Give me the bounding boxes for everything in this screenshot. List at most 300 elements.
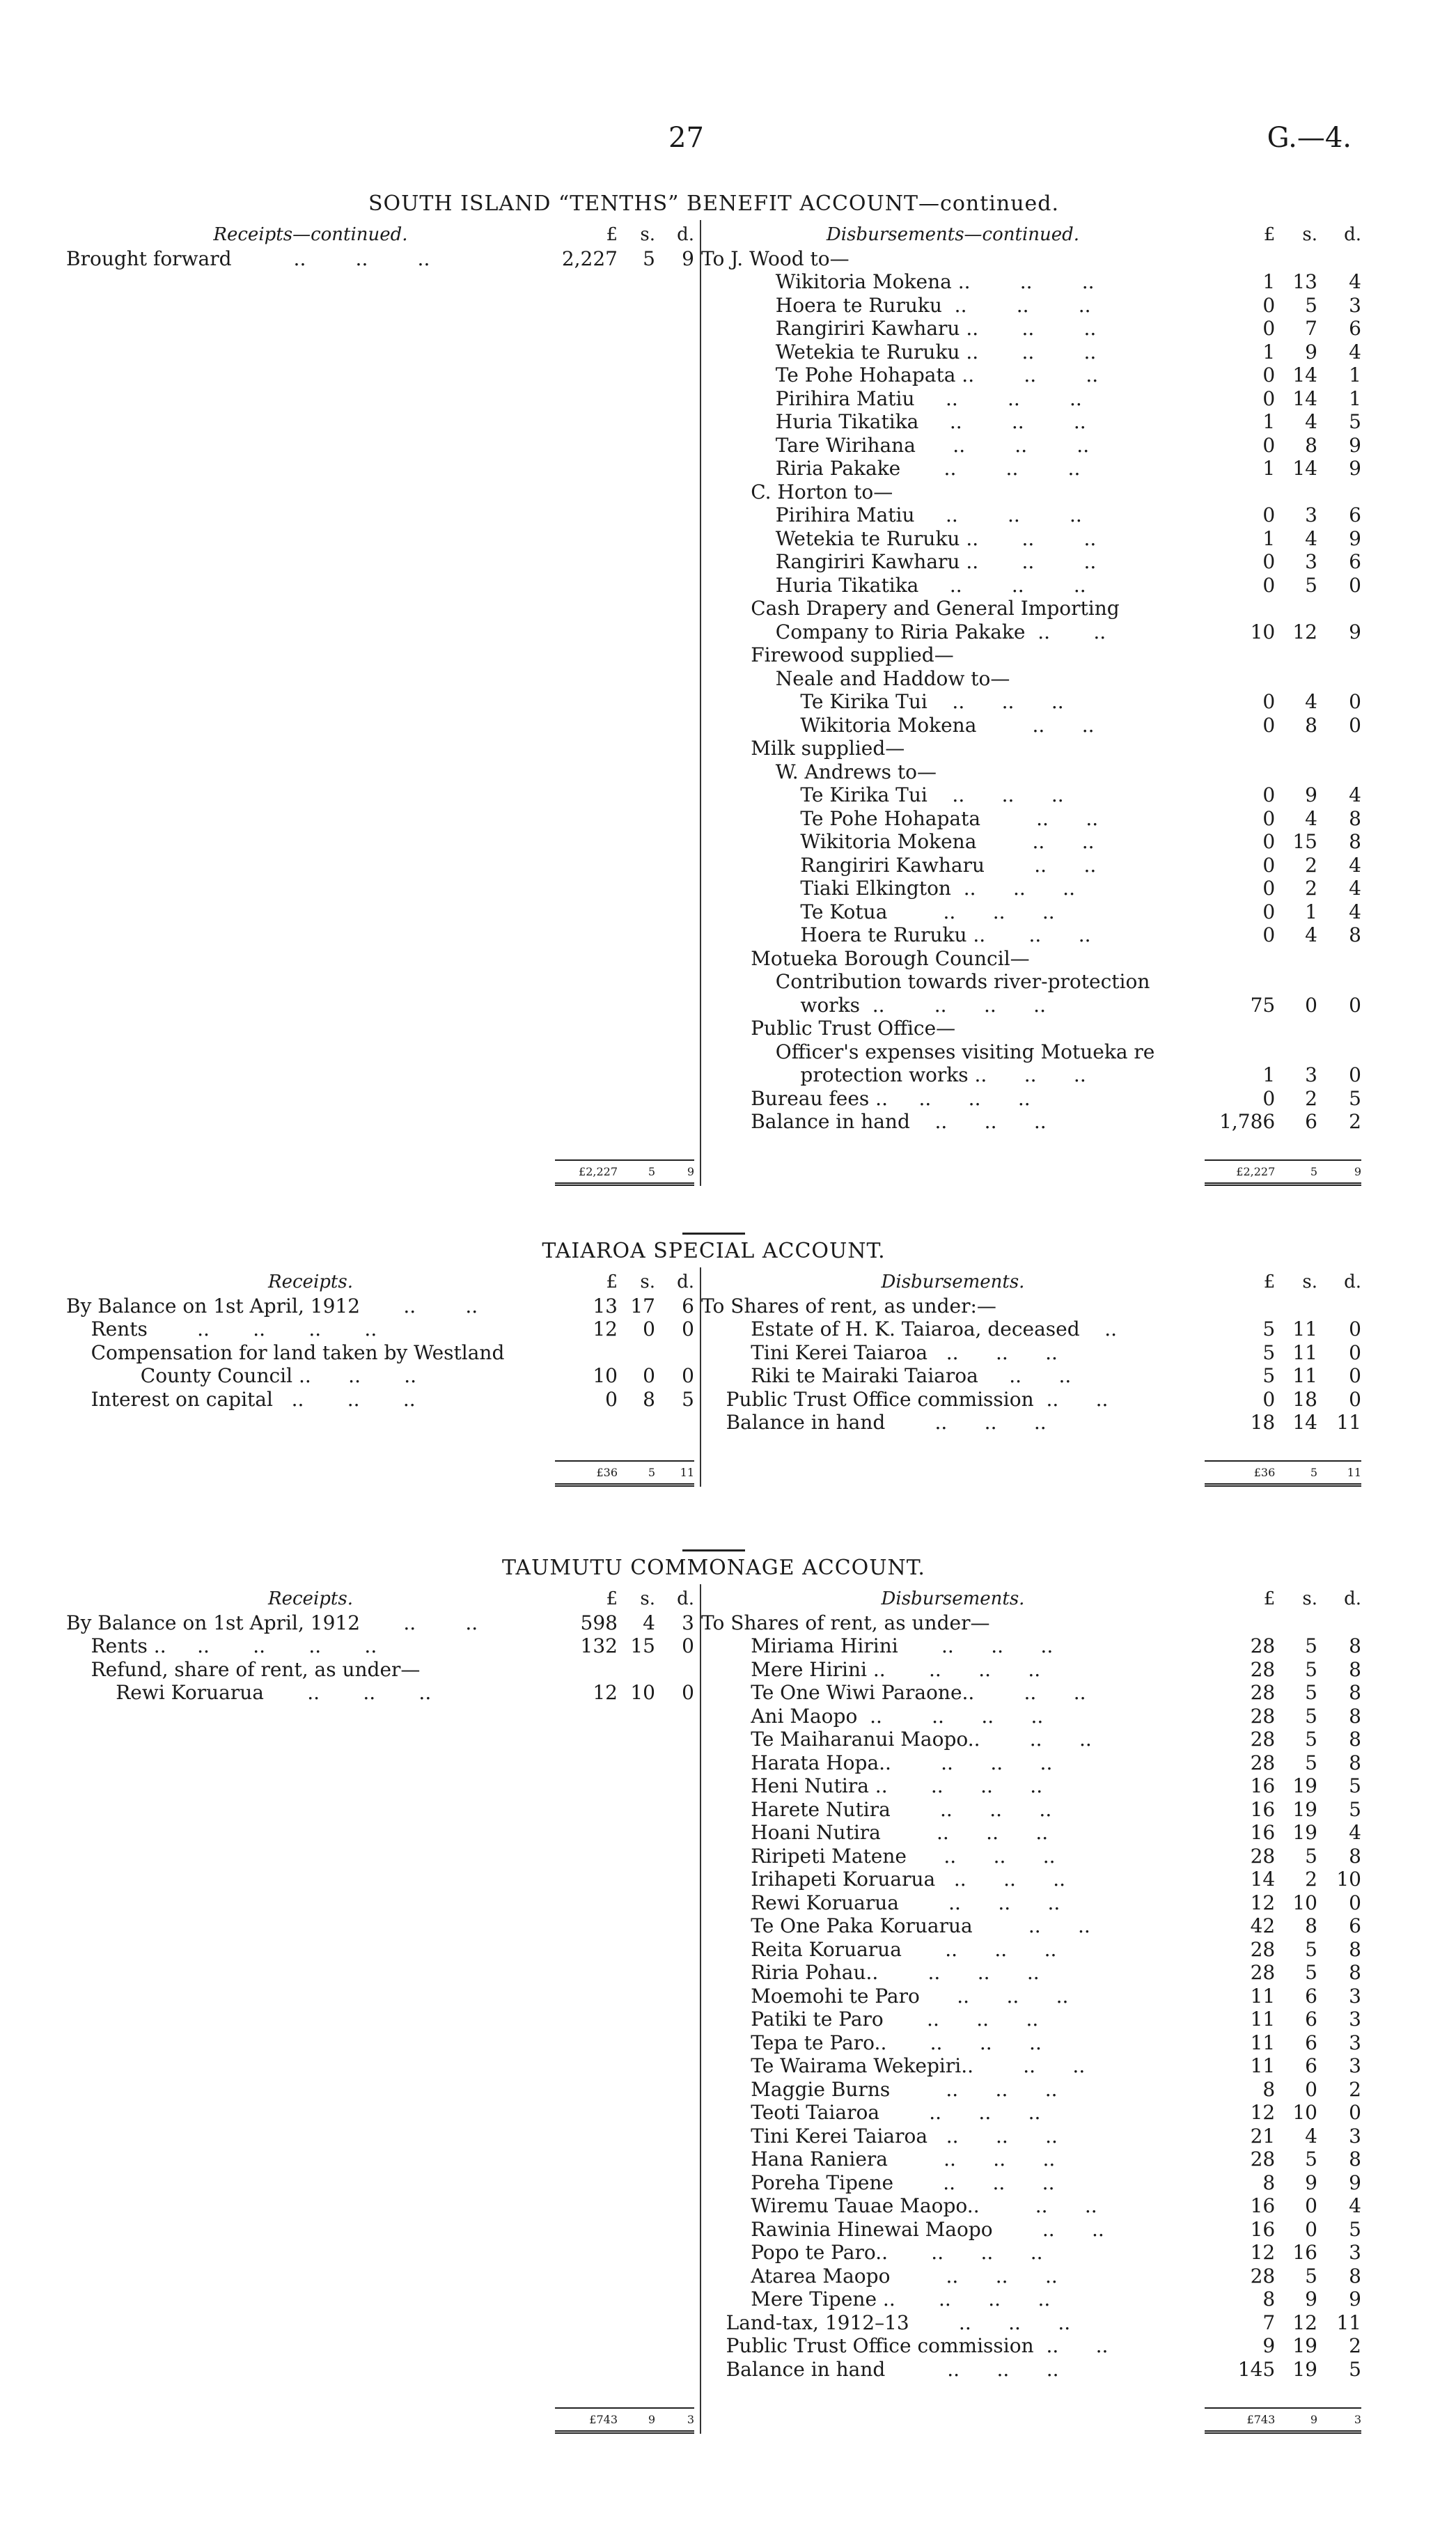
disbursement-amount — [1205, 807, 1361, 830]
disbursement-amount — [1205, 434, 1361, 457]
disbursement-amount — [1205, 900, 1361, 923]
disbursement-shillings: 13 — [1292, 270, 1317, 293]
disbursement-amount — [1205, 2218, 1361, 2241]
disbursement-label: Miriama Hirini .. .. .. — [701, 1634, 1054, 1657]
disbursement-shillings: 4 — [1305, 526, 1317, 550]
disbursement-amount — [1205, 1798, 1361, 1821]
disbursement-label: Officer's expenses visiting Motueka re — [701, 1040, 1155, 1063]
disbursement-amount — [1205, 2101, 1361, 2124]
disbursement-pounds: 5 — [1262, 1340, 1276, 1364]
disbursement-amount — [1205, 1845, 1361, 1868]
disbursement-pounds: 0 — [1262, 433, 1276, 457]
receipt-row — [66, 2264, 700, 2288]
spacer — [66, 1133, 700, 1159]
disbursement-label: Reita Koruarua .. .. .. — [701, 1937, 1057, 1961]
disbursement-pounds: 16 — [1250, 1774, 1276, 1797]
disbursement-pence: 8 — [1349, 1728, 1361, 1751]
disbursement-row — [701, 410, 1361, 434]
disbursement-row — [701, 2101, 1361, 2125]
disbursement-amount — [1205, 1891, 1361, 1914]
receipt-label: Interest on capital .. .. .. — [66, 1387, 416, 1411]
receipts-column — [66, 1584, 701, 2434]
receipt-row — [66, 410, 700, 434]
receipt-label: By Balance on 1st April, 1912 .. .. — [66, 1611, 478, 1634]
disbursement-pence: 0 — [1349, 1891, 1361, 1914]
receipt-row — [66, 1657, 700, 1681]
disbursement-row — [701, 1844, 1361, 1868]
disbursement-pounds: 28 — [1250, 1704, 1276, 1728]
disbursement-pounds: 16 — [1250, 1797, 1276, 1821]
disbursement-pence: 5 — [1349, 410, 1361, 433]
disbursement-row — [701, 503, 1361, 527]
receipt-row — [66, 526, 700, 550]
receipt-pence: 0 — [682, 1634, 694, 1657]
disbursement-amount — [1205, 1751, 1361, 1774]
disbursements-column — [701, 220, 1361, 1186]
disbursement-label: Te One Wiwi Paraone.. .. .. — [701, 1681, 1086, 1704]
receipt-row — [66, 1984, 700, 2008]
disbursement-pounds: 75 — [1250, 993, 1276, 1017]
disbursement-row — [701, 293, 1361, 317]
disbursement-pence: 3 — [1349, 2124, 1361, 2148]
disbursement-pence: 6 — [1349, 550, 1361, 573]
receipt-row — [66, 620, 700, 643]
disbursement-row — [701, 1937, 1361, 1961]
disbursement-amount — [1205, 1411, 1361, 1434]
disbursement-pence: 8 — [1349, 1751, 1361, 1774]
disbursements-total-spacer — [701, 1460, 1205, 1487]
receipts-currency-pence: d. — [677, 1588, 694, 1609]
disbursement-pence: 4 — [1349, 783, 1361, 806]
disbursement-pounds: 28 — [1250, 1961, 1276, 1984]
disbursement-row — [701, 480, 1361, 503]
disbursement-amount — [1205, 503, 1361, 526]
receipts-total-spacer — [66, 2407, 555, 2434]
disbursement-amount — [1205, 1705, 1361, 1728]
disbursement-pounds: 16 — [1250, 1821, 1276, 1844]
disbursement-pounds: 0 — [1262, 713, 1276, 737]
disbursement-row — [701, 1774, 1361, 1798]
disbursement-label: Balance in hand .. .. .. — [701, 2357, 1059, 2381]
disbursement-row — [701, 550, 1361, 574]
page-reference: G.—4. — [1267, 122, 1352, 154]
disbursements-total-spacer — [701, 1159, 1205, 1186]
disbursement-shillings: 11 — [1292, 1318, 1317, 1340]
disbursement-row — [701, 806, 1361, 830]
receipt-row — [66, 1063, 700, 1087]
disbursement-label: Wikitoria Mokena .. .. — [701, 713, 1095, 737]
disbursement-pence: 8 — [1349, 1844, 1361, 1868]
receipts-currency-shillings: s. — [640, 224, 655, 245]
disbursement-pounds: 0 — [1262, 503, 1276, 526]
disbursement-amount — [1205, 2288, 1361, 2311]
receipt-row — [66, 1728, 700, 1751]
receipt-pounds: 13 — [593, 1294, 618, 1318]
receipt-pounds: 598 — [580, 1611, 618, 1634]
disbursement-shillings: 9 — [1305, 2288, 1317, 2311]
receipt-row — [66, 923, 700, 947]
receipt-row — [66, 363, 700, 387]
disbursement-row — [701, 2031, 1361, 2054]
disbursement-row — [701, 970, 1361, 994]
disbursement-row — [701, 737, 1361, 760]
disbursements-total-pence: 3 — [1354, 2412, 1361, 2426]
disbursement-label: Maggie Burns .. .. .. — [701, 2077, 1058, 2101]
disbursement-pounds: 0 — [1262, 806, 1276, 830]
disbursement-pence: 8 — [1349, 1681, 1361, 1704]
receipt-label: Refund, share of rent, as under— — [66, 1657, 421, 1681]
disbursements-heading: Disbursements—continued. — [826, 224, 1080, 245]
receipt-label: Rewi Koruarua .. .. .. — [66, 1681, 432, 1704]
disbursement-pounds: 0 — [1262, 923, 1276, 946]
receipt-row — [66, 1681, 700, 1705]
receipt-row — [66, 433, 700, 457]
disbursement-label: Mere Tipene .. .. .. .. — [701, 2288, 1051, 2311]
disbursements-total-pounds: £2,227 — [1236, 1165, 1276, 1178]
disbursement-amount — [1205, 877, 1361, 900]
disbursement-label: Hoera te Ruruku .. .. .. — [701, 293, 1091, 317]
receipt-shillings: 0 — [643, 1364, 655, 1387]
receipt-row — [66, 503, 700, 527]
receipt-row — [66, 666, 700, 690]
disbursement-shillings: 12 — [1292, 2311, 1317, 2334]
receipt-row — [66, 1634, 700, 1658]
receipt-row — [66, 270, 700, 294]
disbursement-shillings: 5 — [1305, 1634, 1317, 1657]
disbursement-amount — [1205, 1914, 1361, 1937]
disbursement-amount — [1205, 1774, 1361, 1797]
disbursement-pounds: 0 — [1262, 1387, 1276, 1411]
receipt-shillings: 8 — [643, 1387, 655, 1411]
disbursements-column — [701, 1584, 1361, 2434]
disbursement-pounds: 28 — [1250, 2148, 1276, 2171]
disbursement-amount — [1205, 923, 1361, 946]
receipt-row — [66, 1704, 700, 1728]
disbursement-row — [701, 1063, 1361, 1087]
disbursement-shillings: 6 — [1305, 2031, 1317, 2054]
disbursement-label: To Shares of rent, as under— — [701, 1611, 990, 1634]
receipt-row — [66, 597, 700, 620]
disbursement-pounds: 1 — [1262, 410, 1276, 433]
disbursement-shillings: 9 — [1305, 783, 1317, 806]
disbursement-label: Teoti Taiaroa .. .. .. — [701, 2101, 1041, 2124]
disbursement-label: Neale and Haddow to— — [701, 666, 1010, 690]
disbursement-pounds: 0 — [1262, 783, 1276, 806]
disbursement-pence: 0 — [1349, 1318, 1361, 1340]
disbursement-label: Te Wairama Wekepiri.. .. .. — [701, 2054, 1086, 2077]
disbursement-pounds: 0 — [1262, 573, 1276, 597]
receipts-column — [66, 1267, 701, 1487]
disbursement-label: Wetekia te Ruruku .. .. .. — [701, 340, 1097, 363]
disbursements-heading: Disbursements. — [881, 1588, 1025, 1609]
receipt-row — [66, 2288, 700, 2311]
disbursement-amount — [1205, 994, 1361, 1017]
disbursement-pounds: 21 — [1250, 2124, 1276, 2148]
receipt-row — [66, 643, 700, 667]
receipt-row — [66, 2031, 700, 2054]
disbursement-row — [701, 783, 1361, 807]
disbursement-row — [701, 1017, 1361, 1040]
disbursements-total-shillings: 5 — [1310, 1466, 1317, 1479]
disbursement-amount — [1205, 830, 1361, 853]
receipt-label: Rents .. .. .. .. — [66, 1318, 377, 1340]
disbursement-label: Tiaki Elkington .. .. .. — [701, 877, 1075, 900]
disbursement-amount — [1205, 2194, 1361, 2217]
receipt-pence: 5 — [682, 1387, 694, 1411]
disbursement-pounds: 5 — [1262, 1364, 1276, 1387]
disbursements-total-shillings: 9 — [1310, 2412, 1317, 2426]
disbursements-currency-shillings: s. — [1302, 1272, 1317, 1292]
disbursement-row — [701, 713, 1361, 737]
disbursement-amount — [1205, 2125, 1361, 2148]
receipt-row — [66, 550, 700, 574]
disbursements-header — [701, 1584, 1361, 1611]
receipt-label: By Balance on 1st April, 1912 .. .. — [66, 1294, 478, 1318]
disbursement-label: Public Trust Office commission .. .. — [701, 2334, 1109, 2357]
receipts-currency-amount — [555, 1588, 694, 1611]
disbursement-shillings: 2 — [1305, 1086, 1317, 1110]
receipt-pence: 0 — [682, 1364, 694, 1387]
disbursement-shillings: 14 — [1292, 457, 1317, 480]
receipt-row — [66, 2077, 700, 2101]
disbursement-shillings: 14 — [1292, 363, 1317, 386]
disbursement-label: works .. .. .. .. — [701, 993, 1046, 1017]
receipts-total-row — [66, 1460, 700, 1487]
disbursement-label: Balance in hand .. .. .. — [701, 1411, 1047, 1434]
receipt-pence: 9 — [682, 247, 694, 270]
receipt-row — [66, 1040, 700, 1063]
disbursement-shillings: 6 — [1305, 2054, 1317, 2077]
disbursement-pence: 1 — [1349, 386, 1361, 410]
receipts-total-pence: 9 — [687, 1165, 694, 1178]
disbursement-row — [701, 2148, 1361, 2171]
disbursement-row — [701, 2008, 1361, 2031]
disbursement-row — [701, 1318, 1361, 1341]
receipt-pence: 0 — [682, 1318, 694, 1340]
disbursement-label: Tini Kerei Taiaroa .. .. .. — [701, 2124, 1058, 2148]
disbursement-shillings: 10 — [1292, 1891, 1317, 1914]
disbursement-row — [701, 923, 1361, 947]
account-columns — [66, 1584, 1361, 2434]
receipt-row — [66, 1411, 700, 1435]
receipt-row — [66, 1364, 700, 1388]
disbursement-pence: 3 — [1349, 2008, 1361, 2031]
disbursement-pence: 3 — [1349, 1984, 1361, 2008]
disbursement-pence: 11 — [1336, 1411, 1361, 1434]
disbursement-pounds: 5 — [1262, 1318, 1276, 1340]
receipt-row — [66, 2008, 700, 2031]
disbursement-pence: 4 — [1349, 1821, 1361, 1844]
disbursement-pounds: 1,786 — [1219, 1110, 1276, 1133]
taumutu-commonage-account — [66, 1549, 1361, 2434]
disbursement-amount — [1205, 1388, 1361, 1411]
receipt-row — [66, 2101, 700, 2125]
disbursement-pence: 5 — [1349, 1774, 1361, 1797]
disbursements-currency-pence: d. — [1344, 224, 1361, 245]
disbursement-pence: 4 — [1349, 2194, 1361, 2217]
disbursement-pence: 2 — [1349, 2077, 1361, 2101]
disbursement-label: Rangiriri Kawharu .. .. .. — [701, 317, 1097, 340]
disbursement-row — [701, 2241, 1361, 2265]
receipt-row — [66, 2124, 700, 2148]
disbursement-amount — [1205, 2171, 1361, 2194]
disbursement-shillings: 19 — [1292, 1774, 1317, 1797]
disbursement-label: Te Pohe Hohapata .. .. .. — [701, 363, 1099, 386]
disbursement-row — [701, 247, 1361, 270]
disbursement-pounds: 0 — [1262, 830, 1276, 853]
receipts-total-pounds: £2,227 — [579, 1165, 618, 1178]
receipt-shillings: 5 — [643, 247, 655, 270]
disbursement-row — [701, 363, 1361, 387]
disbursement-amount — [1205, 2265, 1361, 2288]
disbursement-amount — [1205, 2078, 1361, 2101]
receipt-pounds: 10 — [593, 1364, 618, 1387]
disbursement-shillings: 2 — [1305, 853, 1317, 877]
disbursement-shillings: 10 — [1292, 2101, 1317, 2124]
disbursement-shillings: 19 — [1292, 1797, 1317, 1821]
disbursement-pounds: 1 — [1262, 526, 1276, 550]
receipt-row — [66, 573, 700, 597]
page-number: 27 — [668, 122, 704, 154]
spacer — [701, 1434, 1361, 1460]
disbursements-header — [701, 220, 1361, 247]
disbursement-amount — [1205, 527, 1361, 550]
disbursement-row — [701, 620, 1361, 643]
disbursement-row — [701, 900, 1361, 923]
disbursements-currency-amount — [1205, 1588, 1361, 1611]
disbursement-shillings: 4 — [1305, 923, 1317, 946]
receipt-row — [66, 2241, 700, 2265]
disbursement-label: Tini Kerei Taiaroa .. .. .. — [701, 1340, 1058, 1364]
disbursement-row — [701, 1868, 1361, 1891]
disbursement-row — [701, 1657, 1361, 1681]
receipt-row — [66, 737, 700, 760]
disbursements-total-row — [701, 1460, 1361, 1487]
receipts-total-pence: 11 — [680, 1466, 694, 1479]
receipt-row — [66, 2334, 700, 2358]
disbursements-total-spacer — [701, 2407, 1205, 2434]
disbursement-row — [701, 877, 1361, 900]
receipts-total-amount — [555, 1159, 694, 1186]
receipt-row — [66, 1821, 700, 1845]
disbursement-shillings: 14 — [1292, 1411, 1317, 1434]
disbursement-shillings: 6 — [1305, 1110, 1317, 1133]
disbursement-pounds: 0 — [1262, 877, 1276, 900]
disbursement-row — [701, 1411, 1361, 1435]
disbursement-label: Wikitoria Mokena .. .. .. — [701, 270, 1095, 293]
disbursement-row — [701, 1040, 1361, 1063]
receipt-row — [66, 386, 700, 410]
receipts-header — [66, 220, 700, 247]
disbursement-label: Riki te Mairaki Taiaroa .. .. — [701, 1364, 1072, 1387]
disbursement-shillings: 6 — [1305, 2008, 1317, 2031]
disbursement-pounds: 8 — [1262, 2171, 1276, 2194]
section-title: TAUMUTU COMMONAGE ACCOUNT. — [502, 1556, 925, 1580]
receipts-currency-shillings: s. — [640, 1588, 655, 1609]
disbursements-total-pence: 11 — [1347, 1466, 1361, 1479]
disbursement-amount — [1205, 2008, 1361, 2031]
spacer — [66, 1434, 700, 1460]
disbursement-row — [701, 1086, 1361, 1110]
receipts-heading: Receipts—continued. — [213, 224, 408, 245]
receipt-row — [66, 480, 700, 503]
spacer — [701, 2381, 1361, 2407]
disbursement-label: Milk supplied— — [701, 737, 905, 760]
disbursement-row — [701, 597, 1361, 620]
disbursement-pounds: 28 — [1250, 1634, 1276, 1657]
receipts-currency-pounds: £ — [606, 1588, 618, 1609]
disbursement-shillings: 8 — [1305, 1914, 1317, 1937]
disbursement-pounds: 0 — [1262, 363, 1276, 386]
disbursement-label: Riripeti Matene .. .. .. — [701, 1844, 1056, 1868]
disbursement-row — [701, 526, 1361, 550]
receipts-currency-pounds: £ — [606, 1272, 618, 1292]
disbursement-row — [701, 760, 1361, 783]
disbursement-pounds: 12 — [1250, 1891, 1276, 1914]
disbursement-pence: 10 — [1336, 1868, 1361, 1891]
disbursement-shillings: 5 — [1305, 2264, 1317, 2288]
disbursement-pounds: 16 — [1250, 2194, 1276, 2217]
disbursement-row — [701, 1387, 1361, 1411]
receipt-row — [66, 877, 700, 900]
disbursement-amount — [1205, 1087, 1361, 1110]
disbursement-shillings: 0 — [1305, 2194, 1317, 2217]
disbursement-label: Ani Maopo .. .. .. .. — [701, 1704, 1044, 1728]
disbursement-label: Mere Hirini .. .. .. .. — [701, 1657, 1041, 1681]
receipts-total-shillings: 9 — [648, 2412, 655, 2426]
disbursement-label: Irihapeti Koruarua .. .. .. — [701, 1868, 1066, 1891]
disbursement-shillings: 4 — [1305, 2124, 1317, 2148]
receipt-row — [66, 1937, 700, 1961]
disbursements-total-pence: 9 — [1354, 1165, 1361, 1178]
disbursements-total-pounds: £743 — [1246, 2412, 1276, 2426]
disbursement-pence: 8 — [1349, 2264, 1361, 2288]
disbursement-row — [701, 2288, 1361, 2311]
disbursement-amount — [1205, 1318, 1361, 1340]
receipts-currency-shillings: s. — [640, 1272, 655, 1292]
disbursement-amount — [1205, 341, 1361, 363]
disbursement-label: Rangiriri Kawharu .. .. — [701, 853, 1097, 877]
disbursement-shillings: 5 — [1305, 1728, 1317, 1751]
receipt-pounds: 12 — [593, 1681, 618, 1704]
disbursement-amount — [1205, 2358, 1361, 2381]
disbursement-pounds: 28 — [1250, 1844, 1276, 1868]
disbursement-pence: 5 — [1349, 1797, 1361, 1821]
receipt-row — [66, 1318, 700, 1341]
disbursement-pounds: 7 — [1262, 2311, 1276, 2334]
receipts-currency-pence: d. — [677, 1272, 694, 1292]
disbursement-label: Firewood supplied— — [701, 643, 954, 666]
disbursements-currency-shillings: s. — [1302, 1588, 1317, 1609]
receipt-row — [66, 1751, 700, 1774]
account-columns — [66, 220, 1361, 1186]
disbursement-shillings: 4 — [1305, 410, 1317, 433]
disbursement-pence: 4 — [1349, 340, 1361, 363]
receipt-pence: 0 — [682, 1681, 694, 1704]
disbursement-shillings: 14 — [1292, 386, 1317, 410]
disbursement-row — [701, 2054, 1361, 2078]
disbursement-pounds: 0 — [1262, 386, 1276, 410]
disbursement-amount — [1205, 410, 1361, 433]
disbursement-label: Hoera te Ruruku .. .. .. — [701, 923, 1091, 946]
receipts-column — [66, 220, 701, 1186]
disbursement-amount — [1205, 1681, 1361, 1704]
disbursement-row — [701, 1611, 1361, 1634]
receipt-row — [66, 340, 700, 363]
disbursement-amount — [1205, 2241, 1361, 2264]
disbursement-label: Te Kotua .. .. .. — [701, 900, 1055, 923]
receipts-total-row — [66, 2407, 700, 2434]
